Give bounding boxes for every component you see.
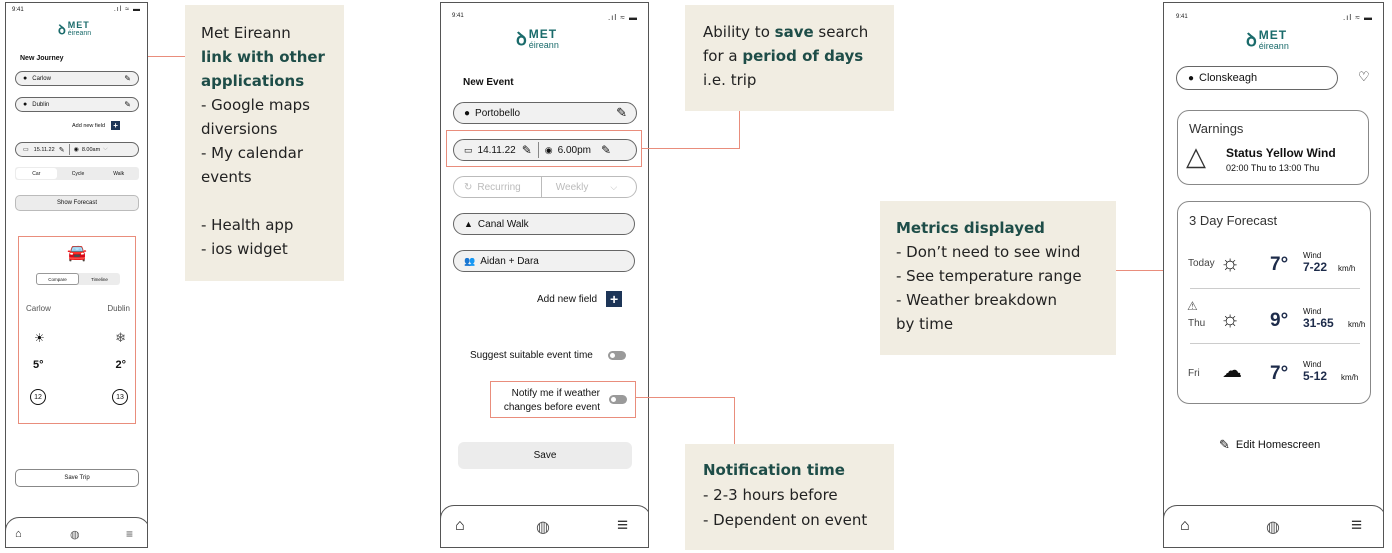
divider [1190, 288, 1360, 289]
location-pin-icon: ● [1188, 72, 1195, 84]
warning-status: Status Yellow Wind [1226, 146, 1336, 160]
date-time-highlight [446, 130, 642, 167]
people-icon: 👥 [464, 255, 476, 266]
logo-swirl-icon: ꝺ [1246, 30, 1257, 50]
logo-swirl-icon: ꝺ [58, 22, 66, 37]
forecast-title: 3 Day Forecast [1189, 213, 1278, 228]
recurring-field[interactable]: ↻ Recurring Weekly ⌵ [453, 176, 637, 198]
location-pin-icon: ● [464, 107, 471, 119]
status-time: 9:41 [452, 13, 464, 19]
to-field[interactable]: ● Dublin ✎ [15, 97, 139, 112]
mode-selector [15, 167, 139, 180]
bottom-nav [5, 517, 148, 548]
compare-panel [18, 236, 136, 424]
logo-swirl-icon: ꝺ [516, 29, 527, 49]
edit-pencil-icon[interactable]: ✎ [600, 143, 612, 157]
add-field-row[interactable]: Add new field + [72, 121, 120, 130]
note-integrations [185, 5, 344, 281]
forecast-temp: 7° [1270, 254, 1289, 275]
forecast-temp: 7° [1270, 363, 1289, 384]
wind-range: 5-12 [1303, 369, 1328, 383]
notify-highlight [490, 381, 636, 418]
connector-line [734, 397, 735, 445]
globe-icon[interactable]: ◍ [536, 519, 550, 536]
notify-label: Notify me if weather changes before event [503, 388, 600, 413]
home-icon[interactable]: ⌂ [455, 517, 465, 534]
clock-icon: ◉ [73, 147, 79, 153]
divider [1190, 343, 1360, 344]
home-icon[interactable]: ⌂ [1180, 517, 1190, 534]
event-name-field[interactable]: ▲ Canal Walk [453, 213, 635, 235]
status-icons: .ıl ≈ ▬ [607, 13, 638, 22]
edit-pencil-icon[interactable]: ✎ [521, 143, 532, 157]
show-forecast-button[interactable]: Show Forecast [15, 195, 139, 211]
tab-timeline[interactable]: Timeline [91, 276, 108, 282]
note-line: Met Eireann [201, 24, 291, 42]
wind-unit: km/h [1348, 320, 1366, 329]
compare-temp-left: 5° [33, 359, 44, 371]
note-item: - My calendar events [201, 144, 303, 186]
edit-homescreen-link[interactable]: ✎ Edit Homescreen [1219, 437, 1321, 452]
edit-pencil-icon[interactable]: ✎ [124, 74, 131, 83]
phone-event [440, 2, 649, 548]
plus-icon[interactable]: + [111, 121, 120, 130]
warning-time: 02:00 Thu to 13:00 Thu [1226, 163, 1320, 173]
location-field[interactable]: ● Portobello ✎ [453, 102, 637, 124]
sun-icon: ☼ [1220, 250, 1241, 275]
wind-label: Wind [1303, 251, 1322, 260]
phone-journey [5, 2, 148, 548]
forecast-day: Thu [1188, 318, 1206, 329]
connector-line [739, 111, 740, 149]
sun-icon: ☼ [1220, 306, 1241, 331]
note-item: - ios widget [201, 240, 288, 258]
chevron-down-icon[interactable]: ⌵ [103, 146, 108, 152]
view-toggle [36, 273, 120, 285]
wind-range: 7-22 [1303, 260, 1328, 274]
wind-label: Wind [1303, 307, 1322, 316]
forecast-day: Fri [1188, 368, 1200, 379]
from-field[interactable]: ● Carlow ✎ [15, 71, 139, 86]
suggest-time-row: Suggest suitable event time [470, 350, 593, 361]
location-field[interactable]: ● Clonskeagh [1176, 66, 1338, 90]
save-trip-button[interactable]: Save Trip [15, 469, 139, 487]
phone-home [1163, 2, 1384, 548]
compare-place-right: Dublin [107, 304, 130, 313]
warnings-card[interactable] [1177, 110, 1369, 185]
bottom-nav [1163, 505, 1384, 548]
met-eireann-logo: ꝺ MET éireann [516, 27, 559, 50]
edit-pencil-icon[interactable]: ✎ [124, 100, 131, 109]
status-icons: .ıl ≈ ▬ [113, 6, 141, 13]
mode-walk[interactable]: Walk [113, 170, 125, 177]
plus-icon[interactable]: + [606, 291, 622, 307]
status-icons: .ıl ≈ ▬ [1342, 13, 1373, 22]
connector-line [636, 397, 735, 398]
suggest-time-toggle[interactable] [608, 351, 626, 360]
edit-pencil-icon: ✎ [1219, 437, 1230, 452]
wind-warning-icon: △ [1186, 141, 1206, 171]
edit-pencil-icon[interactable]: ✎ [58, 146, 65, 154]
menu-icon[interactable]: ≡ [1351, 515, 1363, 536]
note-notification-time: Notification time - 2-3 hours before - Dependent on event [685, 444, 894, 550]
mode-car[interactable]: Car [16, 168, 57, 179]
globe-icon[interactable]: ◍ [70, 529, 80, 541]
people-field[interactable]: 👥 Aidan + Dara [453, 250, 635, 272]
page-title: New Journey [20, 55, 64, 62]
forecast-day: Today [1188, 258, 1215, 269]
connector-line [148, 56, 185, 57]
calendar-icon: ▭ [23, 147, 29, 153]
status-time: 9:41 [1176, 14, 1188, 20]
met-eireann-logo: ꝺ MET éireann [1246, 28, 1289, 51]
bottom-nav [440, 505, 649, 548]
note-item: - Health app [201, 216, 294, 234]
tab-compare[interactable]: Compare [36, 273, 79, 285]
wind-unit: km/h [1341, 373, 1359, 382]
forecast-temp: 9° [1270, 310, 1289, 331]
calendar-icon: ▭ [464, 144, 473, 155]
notify-toggle[interactable] [609, 395, 627, 404]
location-pin-icon: ● [23, 75, 28, 82]
page-title: New Event [463, 77, 514, 88]
warnings-title: Warnings [1189, 121, 1244, 136]
shapes-icon: ▲ [464, 219, 473, 229]
heart-icon[interactable]: ♡ [1358, 69, 1370, 84]
note-bold: link with other applications [201, 48, 325, 90]
wind-warning-icon: ⚠ [1187, 299, 1198, 313]
menu-icon[interactable]: ≡ [617, 515, 629, 536]
compare-temp-right: 2° [115, 359, 126, 371]
car-icon: 🚘 [67, 245, 87, 262]
compare-place-left: Carlow [26, 304, 51, 313]
note-save-search: Ability to save search for a period of days i.e. trip [685, 5, 894, 111]
divider [541, 177, 542, 197]
location-pin-icon: ● [23, 101, 28, 108]
met-eireann-logo: ꝺ MET éireann [58, 19, 92, 37]
mode-cycle[interactable]: Cycle [71, 170, 85, 177]
chevron-down-icon[interactable]: ⌵ [610, 181, 618, 192]
snowflake-icon: ❄ [115, 330, 126, 345]
connector-line [642, 148, 740, 149]
menu-icon[interactable]: ≡ [126, 527, 134, 541]
add-field-row[interactable]: Add new field + [537, 291, 622, 307]
date-time-field[interactable]: ▭ 15.11.22 ✎ ◉ 8.00am ⌵ [15, 142, 139, 157]
sun-icon: ☀ [34, 331, 45, 345]
status-time: 9:41 [12, 7, 24, 13]
edit-pencil-icon[interactable]: ✎ [616, 105, 627, 120]
rain-cloud-icon: ☁ [1222, 360, 1242, 382]
wind-badge-left: 12 [30, 389, 46, 405]
date-time-field[interactable]: ▭ 14.11.22 ✎ ◉ 6.00pm ✎ [453, 139, 637, 161]
wind-unit: km/h [1338, 264, 1356, 273]
globe-icon[interactable]: ◍ [1266, 519, 1280, 536]
wind-badge-right: 13 [112, 389, 128, 405]
wind-label: Wind [1303, 360, 1322, 369]
divider [69, 144, 70, 155]
repeat-icon: ↻ [464, 181, 473, 193]
save-button[interactable]: Save [458, 442, 632, 469]
note-metrics: Metrics displayed - Don’t need to see wind - See temperature range - Weather breakdown by time [880, 201, 1116, 355]
forecast-card [1177, 201, 1371, 404]
home-icon[interactable]: ⌂ [15, 528, 22, 540]
clock-icon: ◉ [544, 144, 553, 155]
note-item: - Google maps diversions [201, 96, 310, 138]
wind-range: 31-65 [1303, 316, 1334, 330]
